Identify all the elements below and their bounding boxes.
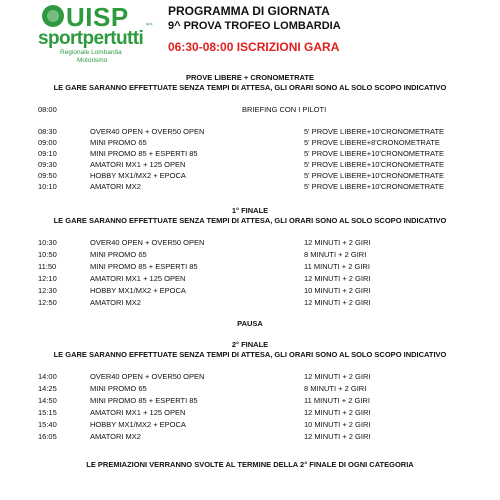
row-category: MINI PROMO 65 — [90, 384, 147, 393]
row-category: MINI PROMO 65 — [90, 250, 147, 259]
row-time: 10:30 — [38, 238, 57, 247]
row-detail: 8 MINUTI + 2 GIRI — [304, 384, 367, 393]
row-detail: 5' PROVE LIBERE+10'CRONOMETRATE — [304, 127, 445, 136]
row-time: 09:50 — [38, 171, 57, 180]
table-row — [0, 261, 500, 272]
section-note-final1: LE GARE SARANNO EFFETTUATE SENZA TEMPI DI ATTESA, GLI ORARI SONO AL SOLO SCOPO INDICATIVO — [53, 216, 447, 225]
row-category: AMATORI MX2 — [90, 432, 141, 441]
row-time: 10:50 — [38, 250, 57, 259]
page-title: PROGRAMMA DI GIORNATA — [168, 4, 330, 18]
row-category: MINI PROMO 85 + ESPERTI 85 — [90, 149, 198, 158]
table-row — [0, 285, 500, 296]
uisp-wordmark: UISP — [66, 2, 129, 32]
row-time: 15:15 — [38, 408, 57, 417]
row-detail: 5' PROVE LIBERE+10'CRONOMETRATE — [304, 160, 445, 169]
briefing-row — [0, 104, 500, 115]
row-category: AMATORI MX2 — [90, 298, 141, 307]
row-category: AMATORI MX1 + 125 OPEN — [90, 408, 186, 417]
table-row — [0, 181, 500, 192]
row-detail: 5' PROVE LIBERE+10'CRONOMETRATE — [304, 171, 445, 180]
row-detail: 11 MINUTI + 2 GIRI — [304, 262, 370, 271]
section-note-final2: LE GARE SARANNO EFFETTUATE SENZA TEMPI DI ATTESA, GLI ORARI SONO AL SOLO SCOPO INDICATIVO — [53, 350, 447, 359]
row-detail: 5' PROVE LIBERE+10'CRONOMETRATE — [304, 149, 445, 158]
row-category: AMATORI MX2 — [90, 182, 141, 191]
row-detail: 12 MINUTI + 2 GIRI — [304, 372, 371, 381]
row-category: MINI PROMO 65 — [90, 138, 147, 147]
row-category: MINI PROMO 85 + ESPERTI 85 — [90, 396, 198, 405]
row-time: 08:30 — [38, 127, 57, 136]
row-time: 09:30 — [38, 160, 57, 169]
section-title-final2: 2° FINALE — [231, 340, 269, 349]
section-title-practice: PROVE LIBERE + CRONOMETRATE — [186, 73, 314, 82]
pause-label: PAUSA — [237, 319, 263, 328]
row-detail: 12 MINUTI + 2 GIRI — [304, 274, 371, 283]
uisp-aps-label: aps — [146, 21, 153, 26]
table-row — [0, 126, 500, 137]
event-subtitle: 9^ PROVA TROFEO LOMBARDIA — [168, 20, 341, 32]
table-row — [0, 395, 500, 406]
row-category: OVER40 OPEN + OVER50 OPEN — [90, 372, 205, 381]
row-detail: 12 MINUTI + 2 GIRI — [304, 432, 371, 441]
section-title-final1: 1° FINALE — [231, 206, 269, 215]
row-detail: 5' PROVE LIBERE+10'CRONOMETRATE — [304, 182, 445, 191]
row-time: 09:00 — [38, 138, 57, 147]
table-row — [0, 237, 500, 248]
awards-note: LE PREMIAZIONI VERRANNO SVOLTE AL TERMINE DELLA 2° FINALE DI OGNI CATEGORIA — [86, 460, 414, 469]
row-time: 14:25 — [38, 384, 57, 393]
row-category: OVER40 OPEN + OVER50 OPEN — [90, 127, 205, 136]
logo-discipline: Motorismo — [77, 57, 108, 64]
table-row — [0, 137, 500, 148]
row-time: 09:10 — [38, 149, 57, 158]
row-time: 15:40 — [38, 420, 57, 429]
table-row — [0, 407, 500, 418]
row-category: AMATORI MX1 + 125 OPEN — [90, 160, 186, 169]
row-detail: 10 MINUTI + 2 GIRI — [304, 286, 371, 295]
table-row — [0, 371, 500, 382]
row-time: 14:50 — [38, 396, 57, 405]
row-category: HOBBY MX1/MX2 + EPOCA — [90, 286, 186, 295]
table-row — [0, 170, 500, 181]
row-category: AMATORI MX1 + 125 OPEN — [90, 274, 186, 283]
table-row — [0, 431, 500, 442]
uisp-logo — [38, 2, 158, 64]
row-category: MINI PROMO 85 + ESPERTI 85 — [90, 262, 198, 271]
row-detail: 8 MINUTI + 2 GIRI — [304, 250, 367, 259]
briefing-label: BRIEFING CON I PILOTI — [242, 105, 327, 114]
row-category: HOBBY MX1/MX2 + EPOCA — [90, 171, 186, 180]
row-time: 10:10 — [38, 182, 57, 191]
logo-region: Regionale Lombardia — [60, 49, 122, 56]
row-time: 11:50 — [38, 262, 57, 271]
row-time: 12:50 — [38, 298, 57, 307]
row-time: 12:10 — [38, 274, 57, 283]
table-row — [0, 249, 500, 260]
table-row — [0, 383, 500, 394]
table-row — [0, 159, 500, 170]
row-time: 14:00 — [38, 372, 57, 381]
row-category: HOBBY MX1/MX2 + EPOCA — [90, 420, 186, 429]
row-detail: 11 MINUTI + 2 GIRI — [304, 396, 370, 405]
row-category: OVER40 OPEN + OVER50 OPEN — [90, 238, 205, 247]
row-time: 16:05 — [38, 432, 57, 441]
row-time: 12:30 — [38, 286, 57, 295]
table-row — [0, 148, 500, 159]
sportpertutti-wordmark: sportpertutti — [38, 28, 144, 49]
ball-icon — [42, 5, 64, 27]
section-note-practice: LE GARE SARANNO EFFETTUATE SENZA TEMPI DI ATTESA, GLI ORARI SONO AL SOLO SCOPO INDICATIVO — [53, 83, 447, 92]
row-detail: 12 MINUTI + 2 GIRI — [304, 238, 371, 247]
row-detail: 10 MINUTI + 2 GIRI — [304, 420, 371, 429]
briefing-time: 08:00 — [38, 105, 57, 114]
row-detail: 12 MINUTI + 2 GIRI — [304, 298, 371, 307]
row-detail: 5' PROVE LIBERE+8'CRONOMETRATE — [304, 138, 440, 147]
table-row — [0, 419, 500, 430]
table-row — [0, 297, 500, 308]
table-row — [0, 273, 500, 284]
registration-time: 06:30-08:00 ISCRIZIONI GARA — [168, 40, 340, 54]
row-detail: 12 MINUTI + 2 GIRI — [304, 408, 371, 417]
